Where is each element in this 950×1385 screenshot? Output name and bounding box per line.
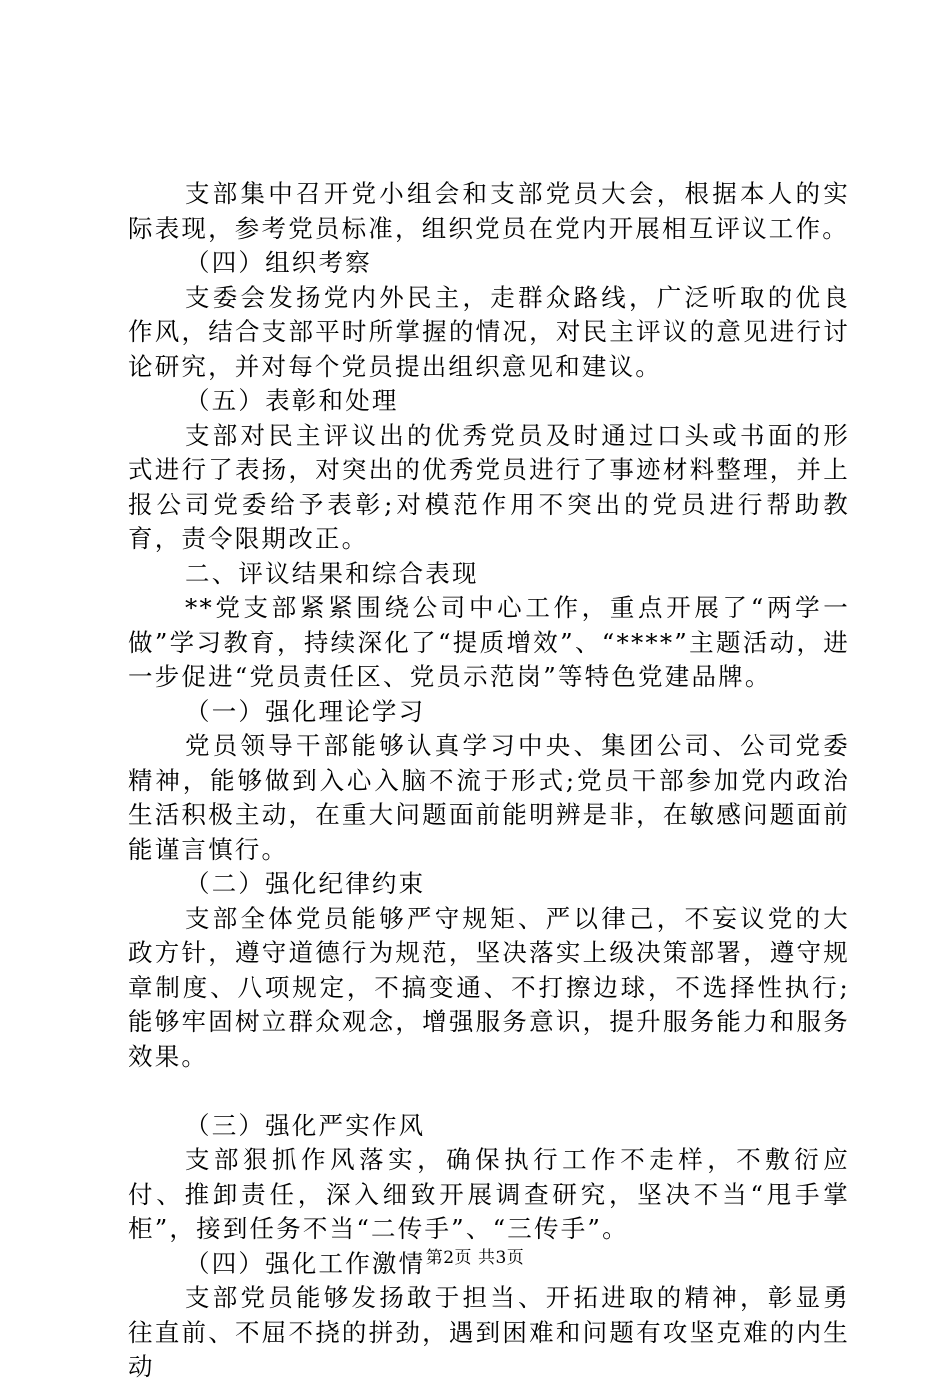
paragraph: 支部党员能够发扬敢于担当、开拓进取的精神，彰显勇往直前、不屈不挠的拼劲，遇到困难和问题有攻坚克难的内生动 [128, 1283, 850, 1381]
paragraph: 支部集中召开党小组会和支部党员大会，根据本人的实际表现，参考党员标准，组织党员在党内开展相互评议工作。 [128, 179, 850, 243]
paragraph: 党员领导干部能够认真学习中央、集团公司、公司党委精神，能够做到入心入脑不流于形式;党员干部参加党内政治生活积极主动，在重大问题面前能明辨是非，在敏感问题面前能谨言慎行。 [128, 731, 850, 864]
section-heading: （四）组织考察 [185, 248, 372, 277]
document-body [128, 177, 850, 1385]
section-heading: （四）强化工作激情 [185, 1248, 426, 1278]
section-heading: （二）强化纪律约束 [185, 869, 426, 898]
blank-line [128, 1074, 850, 1109]
section-heading: （三）强化严实作风 [185, 1110, 426, 1140]
section-heading: （五）表彰和处理 [185, 386, 399, 415]
paragraph: 支部狠抓作风落实，确保执行工作不走样，不敷衍应付、推卸责任，深入细致开展调查研究，坚决不当“甩手掌柜”，接到任务不当“二传手”、“三传手”。 [128, 1145, 850, 1243]
page-number-footer: 第2页 共3页 [425, 1248, 525, 1268]
paragraph: **党支部紧紧围绕公司中心工作，重点开展了“两学一做”学习教育，持续深化了“提质增效”、“****”主题活动，进一步促进“党员责任区、党员示范岗”等特色党建品牌。 [128, 593, 850, 691]
section-heading: （一）强化理论学习 [185, 696, 426, 726]
section-heading: 二、评议结果和综合表现 [185, 558, 479, 588]
paragraph: 支部对民主评议出的优秀党员及时通过口头或书面的形式进行了表扬，对突出的优秀党员进行了事迹材料整理，并上报公司党委给予表彰;对模范作用不突出的党员进行帮助教育，责令限期改正。 [128, 420, 850, 553]
paragraph: 支委会发扬党内外民主，走群众路线，广泛听取的优良作风，结合支部平时所掌握的情况，对民主评议的意见进行讨论研究，并对每个党员提出组织意见和建议。 [128, 282, 850, 381]
paragraph: 支部全体党员能够严守规矩、严以律己，不妄议党的大政方针，遵守道德行为规范，坚决落实上级决策部署，遵守规章制度、八项规定，不搞变通、不打擦边球，不选择性执行;能够牢固树立群众观念，增强服务意识，提升服务能力和服务效果。 [128, 903, 850, 1071]
